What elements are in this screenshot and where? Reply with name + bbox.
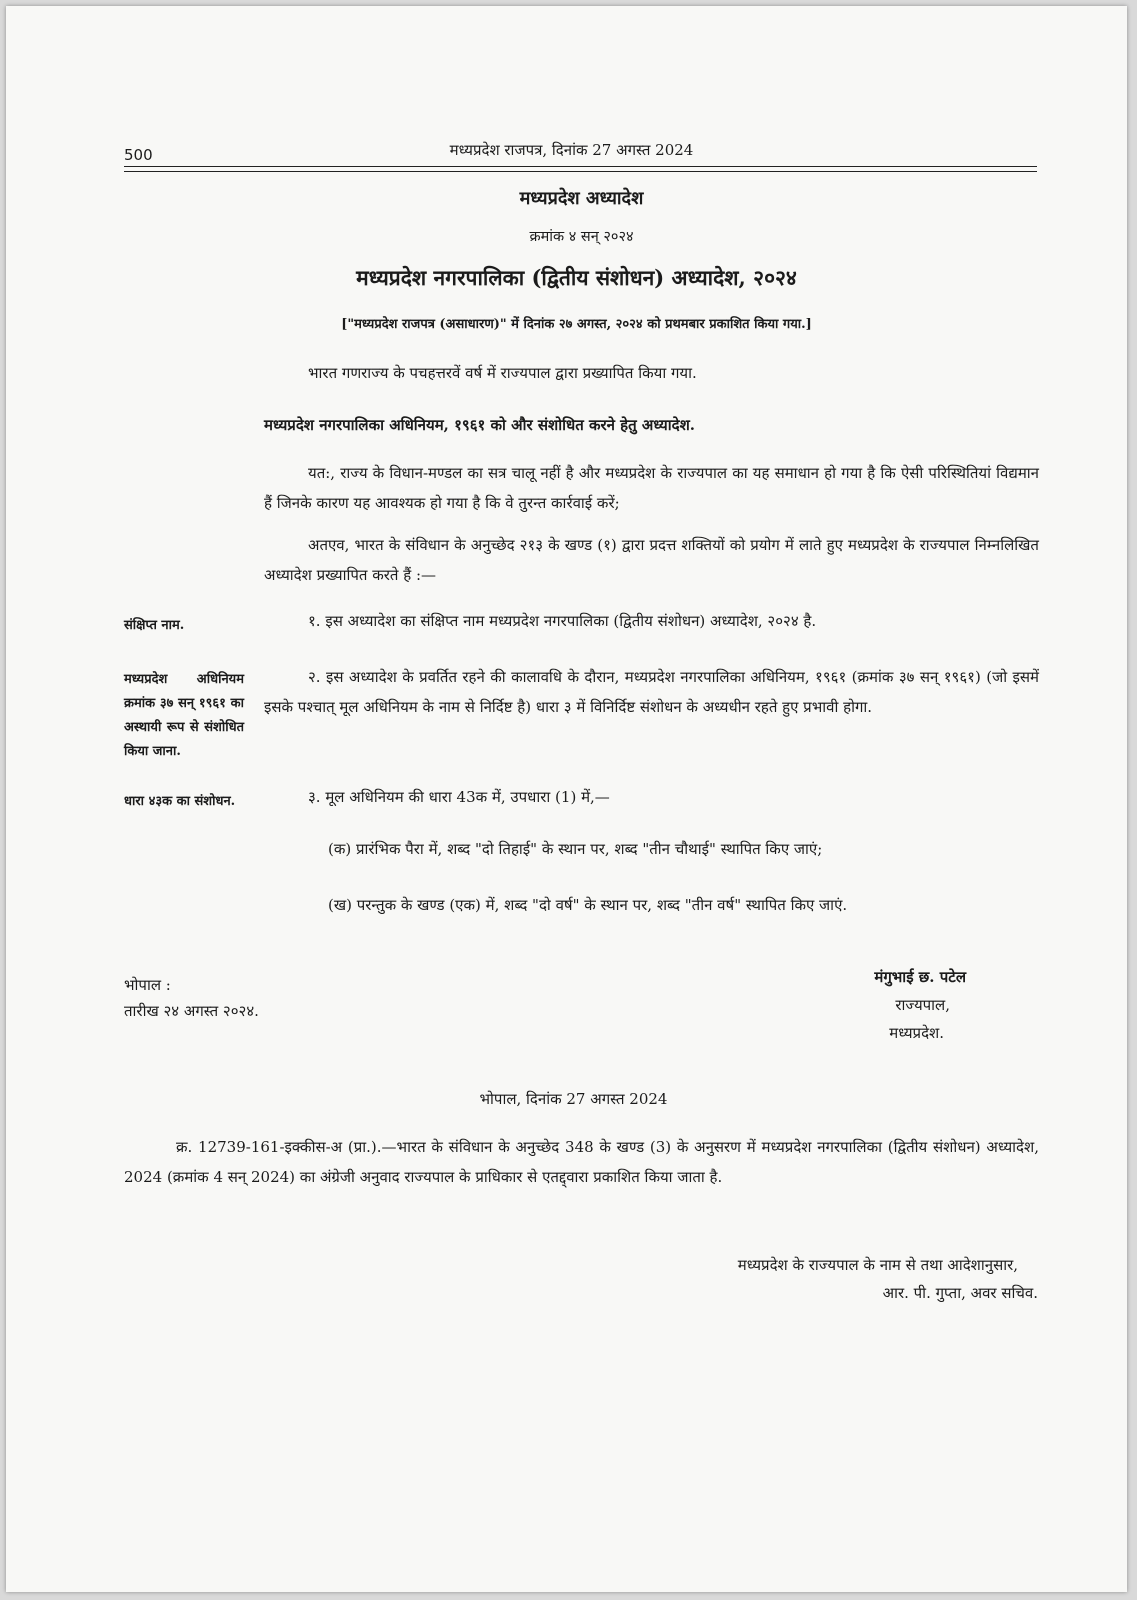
promulgation-line: भारत गणराज्य के पचहत्तरवें वर्ष में राज्यपाल द्वारा प्रख्यापित किया गया. (308, 364, 697, 382)
ordinance-heading: मध्यप्रदेश अध्यादेश (519, 188, 644, 209)
marginal-note-temporary-amendment: मध्यप्रदेश अधिनियम क्रमांक ३७ सन् १९६१ का अस्थायी रूप से संशोधित किया जाना. (124, 672, 244, 759)
authority-line: मध्यप्रदेश के राज्यपाल के नाम से तथा आदेशानुसार, (737, 1256, 1018, 1274)
place: भोपाल : (124, 976, 171, 994)
signatory-designation: राज्यपाल, (895, 996, 950, 1014)
notification-place-date: भोपाल, दिनांक 27 अगस्त 2024 (479, 1090, 668, 1108)
officer-signature: आर. पी. गुप्ता, अवर सचिव. (882, 1284, 1038, 1302)
enacting-paragraph: अतएव, भारत के संविधान के अनुच्छेद २१३ के खण्ड (१) द्वारा प्रदत्त शक्तियों को प्रयोग में लाते हुए मध्यप्रदेश के राज्यपाल निम्नलिखित अध्यादेश प्रख्यापित करते हैं :— (264, 536, 1039, 584)
section-2: २. इस अध्यादेश के प्रवर्तित रहने की कालावधि के दौरान, मध्यप्रदेश नगरपालिका अधिनियम, १९६१ (क्रमांक ३७ सन् १९६१) (जो इसमें इसके पश्चात् मूल अधिनियम के नाम से निर्दिष्ट है) धारा ३ में विनिर्दिष्ट संशोधन के अध्यधीन रहते हुए प्रभावी होगा. (264, 668, 1039, 716)
publication-note: ["मध्यप्रदेश राजपत्र (असाधारण)" में दिनांक २७ अगस्त, २०२४ को प्रथमबार प्रकाशित किया गया.] (341, 317, 812, 332)
ordinance-number: क्रमांक ४ सन् २०२४ (529, 229, 634, 245)
header-rule-bottom (124, 171, 1037, 172)
clause-ka: (क) प्रारंभिक पैरा में, शब्द "दो तिहाई" के स्थान पर, शब्द "तीन चौथाई" स्थापित किए जाएं; (328, 840, 823, 858)
gazette-page (6, 6, 1127, 1592)
long-title: मध्यप्रदेश नगरपालिका अधिनियम, १९६१ को और संशोधित करने हेतु अध्यादेश. (264, 416, 695, 434)
marginal-note-section-43a: धारा ४३क का संशोधन. (124, 794, 236, 809)
running-head: मध्यप्रदेश राजपत्र, दिनांक 27 अगस्त 2024 (449, 141, 694, 159)
signatory-name: मंगुभाई छ. पटेल (874, 968, 966, 986)
notification-body: क्र. 12739-161-इक्कीस-अ (प्रा.).—भारत के संविधान के अनुच्छेद 348 के खण्ड (3) के अनुसरण में मध्यप्रदेश नगरपालिका (द्वितीय संशोधन) अध्यादेश, 2024 (क्रमांक 4 सन् 2024) का अंग्रेजी अनुवाद राज्यपाल के प्राधिकार से एतद्द्वारा प्रकाशित किया जाता है. (124, 1138, 1039, 1186)
signatory-state: मध्यप्रदेश. (889, 1024, 944, 1042)
section-3: ३. मूल अधिनियम की धारा 43क में, उपधारा (1) में,— (308, 788, 610, 806)
marginal-note-short-title: संक्षिप्त नाम. (124, 618, 185, 633)
ordinance-title: मध्यप्रदेश नगरपालिका (द्वितीय संशोधन) अध्यादेश, २०२४ (356, 265, 797, 290)
whereas-paragraph: यत:, राज्य के विधान-मण्डल का सत्र चालू नहीं है और मध्यप्रदेश के राज्यपाल का यह समाधान हो गया है कि ऐसी परिस्थितियां विद्यमान हैं जिनके कारण यह आवश्यक हो गया है कि वे तुरन्त कार्रवाई करें; (264, 464, 1039, 512)
section-1: १. इस अध्यादेश का संक्षिप्त नाम मध्यप्रदेश नगरपालिका (द्वितीय संशोधन) अध्यादेश, २०२४ है. (308, 612, 817, 630)
clause-kha: (ख) परन्तुक के खण्ड (एक) में, शब्द "दो वर्ष" के स्थान पर, शब्द "तीन वर्ष" स्थापित किए जाएं. (328, 896, 848, 914)
header-rule-top (124, 166, 1037, 167)
page-number: 500 (124, 146, 153, 164)
date: तारीख २४ अगस्त २०२४. (124, 1002, 259, 1020)
